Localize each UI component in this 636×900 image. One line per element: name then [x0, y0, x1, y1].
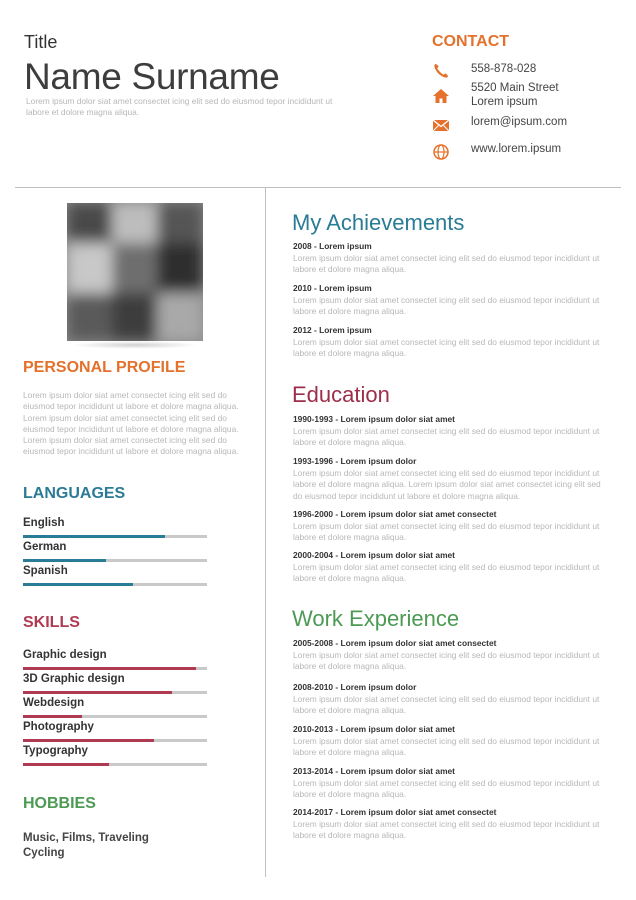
contact-email[interactable]: lorem@ipsum.com [471, 116, 568, 128]
language-fill [23, 535, 165, 538]
personal-profile-text: Lorem ipsum dolor siat amet consectet icing elit sed do eiusmod tepor incididunt ut labore et dolore magna aliqua. Lorem ipsum dolor siat amet consectet icing elit sed do eiusmod tepor incididunt ut labore et dolore magna aliqua. Lorem ipsum dolor siat amet consectet icing elit sed do eiusmod tepor incididunt ut labore et dolore magna aliqua. [23, 390, 239, 457]
work-entry [293, 682, 609, 717]
skill-fill [23, 715, 82, 718]
contact-website-row [432, 142, 632, 160]
language-track [23, 583, 207, 586]
entry-text: Lorem ipsum dolor siat amet consectet icing elit sed do eiusmod tepor incididunt ut labore et dolore magna aliqua. Lorem ipsum dolor siat amet consectet icing elit sed do eiusmod tepor incididunt ut labore et dolore magna aliqua. [293, 468, 601, 501]
profile-photo [67, 203, 203, 341]
skill-fill [23, 763, 109, 766]
work-entry [293, 638, 609, 673]
entry-text: Lorem ipsum dolor siat amet consectet icing elit sed do eiusmod tepor incididunt ut labore et dolore magna aliqua. [293, 694, 600, 716]
contact-phone-row [432, 62, 632, 80]
entry-text: Lorem ipsum dolor siat amet consectet icing elit sed do eiusmod tepor incididunt ut labore et dolore magna aliqua. [293, 819, 600, 841]
entry-text: Lorem ipsum dolor siat amet consectet icing elit sed do eiusmod tepor incididunt ut labore et dolore magna aliqua. [293, 521, 600, 543]
hobbies-line-2: Cycling [23, 846, 65, 859]
entry-text: Lorem ipsum dolor siat amet consectet icing elit sed do eiusmod tepor incididunt ut labore et dolore magna aliqua. [293, 736, 600, 758]
vertical-divider [265, 187, 266, 877]
language-item [23, 565, 207, 577]
entry-text: Lorem ipsum dolor siat amet consectet icing elit sed do eiusmod tepor incididunt ut labore et dolore magna aliqua. [293, 295, 600, 317]
phone-icon [432, 62, 450, 80]
entry-title: 2010 - Lorem ipsum [293, 283, 372, 293]
contact-address-row [432, 81, 632, 111]
horizontal-divider [15, 187, 621, 188]
education-entry [293, 550, 609, 585]
contact-address [471, 81, 559, 109]
skill-item [23, 673, 207, 685]
skill-item [23, 697, 207, 709]
language-label: Spanish [23, 565, 68, 577]
skills-heading: SKILLS [23, 614, 80, 631]
entry-title: 2012 - Lorem ipsum [293, 325, 372, 335]
entry-title: 2000-2004 - Lorem ipsum dolor siat amet [293, 550, 455, 560]
contact-email-row [432, 115, 632, 133]
hobbies-line-1: Music, Films, Traveling [23, 832, 149, 844]
skill-label: Graphic design [23, 649, 107, 661]
resume-title: Title [24, 32, 58, 52]
skill-fill [23, 667, 196, 670]
skill-item [23, 721, 207, 733]
entry-text: Lorem ipsum dolor siat amet consectet icing elit sed do eiusmod tepor incididunt ut labore et dolore magna aliqua. [293, 426, 600, 448]
address-line-2: Lorem ipsum [471, 96, 538, 108]
achievement-entry [293, 283, 609, 318]
language-item [23, 517, 207, 529]
skill-track [23, 715, 207, 718]
hobbies-text [23, 831, 149, 860]
entry-text: Lorem ipsum dolor siat amet consectet icing elit sed do eiusmod tepor incididunt ut labore et dolore magna aliqua. [293, 253, 600, 275]
work-experience-heading: Work Experience [292, 606, 460, 631]
work-entry [293, 807, 609, 842]
language-fill [23, 583, 133, 586]
entry-text: Lorem ipsum dolor siat amet consectet icing elit sed do eiusmod tepor incididunt ut labore et dolore magna aliqua. [293, 778, 600, 800]
entry-title: 2013-2014 - Lorem ipsum dolor siat amet [293, 766, 455, 776]
resume-name: Name Surname [24, 56, 280, 97]
entry-title: 2014-2017 - Lorem ipsum dolor siat amet consectet [293, 807, 497, 817]
skill-item [23, 649, 207, 661]
language-fill [23, 559, 106, 562]
entry-text: Lorem ipsum dolor siat amet consectet icing elit sed do eiusmod tepor incididunt ut labore et dolore magna aliqua. [293, 337, 600, 359]
skill-label: Photography [23, 721, 94, 733]
skill-label: Typography [23, 745, 88, 757]
achievements-heading: My Achievements [292, 210, 465, 235]
entry-title: 1993-1996 - Lorem ipsum dolor [293, 456, 417, 466]
entry-title: 2005-2008 - Lorem ipsum dolor siat amet consectet [293, 638, 497, 648]
entry-title: 1996-2000 - Lorem ipsum dolor siat amet consectet [293, 509, 497, 519]
skill-track [23, 691, 207, 694]
language-item [23, 541, 207, 553]
work-entry [293, 766, 609, 801]
education-entry [293, 509, 609, 544]
entry-title: 2008-2010 - Lorem ipsum dolor [293, 682, 417, 692]
address-line-1: 5520 Main Street [471, 82, 559, 94]
blurred-photo-image [67, 203, 203, 341]
language-track [23, 535, 207, 538]
hobbies-heading: HOBBIES [23, 795, 96, 812]
resume-tagline: Lorem ipsum dolor siat amet consectet icing elit sed do eiusmod tepor incididunt ut labore et dolore magna aliqua. [26, 96, 333, 118]
skill-fill [23, 691, 172, 694]
skill-track [23, 739, 207, 742]
skill-label: Webdesign [23, 697, 85, 709]
work-entry [293, 724, 609, 759]
skill-fill [23, 739, 154, 742]
contact-heading: CONTACT [432, 33, 510, 50]
contact-phone: 558-878-028 [471, 63, 537, 75]
skill-item [23, 745, 207, 757]
education-heading: Education [292, 382, 390, 407]
globe-icon [432, 143, 450, 161]
language-label: German [23, 541, 67, 553]
entry-title: 1990-1993 - Lorem ipsum dolor siat amet [293, 414, 455, 424]
skill-track [23, 763, 207, 766]
language-track [23, 559, 207, 562]
entry-text: Lorem ipsum dolor siat amet consectet icing elit sed do eiusmod tepor incididunt ut labore et dolore magna aliqua. [293, 562, 600, 584]
language-label: English [23, 517, 65, 529]
entry-title: 2010-2013 - Lorem ipsum dolor siat amet [293, 724, 455, 734]
achievement-entry [293, 325, 609, 360]
education-entry [293, 456, 609, 502]
skill-label: 3D Graphic design [23, 673, 125, 685]
achievement-entry [293, 241, 609, 276]
envelope-icon [432, 116, 450, 134]
personal-profile-heading: PERSONAL PROFILE [23, 359, 186, 376]
entry-text: Lorem ipsum dolor siat amet consectet icing elit sed do eiusmod tepor incididunt ut labore et dolore magna aliqua. [293, 650, 600, 672]
entry-title: 2008 - Lorem ipsum [293, 241, 372, 251]
home-icon [432, 87, 450, 105]
contact-website[interactable]: www.lorem.ipsum [471, 143, 562, 155]
education-entry [293, 414, 609, 449]
photo-shadow [72, 341, 198, 349]
languages-heading: LANGUAGES [23, 485, 126, 502]
skill-track [23, 667, 207, 670]
